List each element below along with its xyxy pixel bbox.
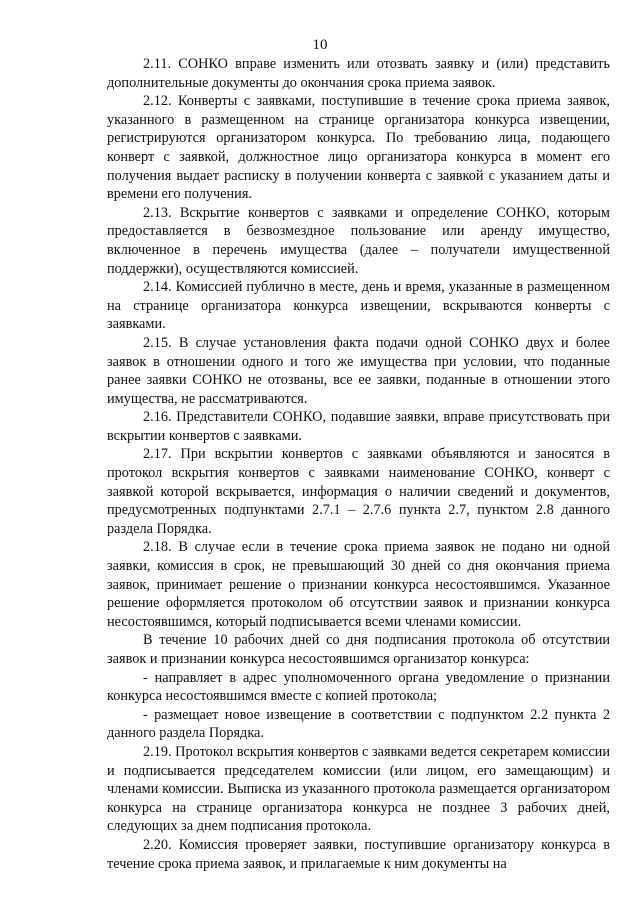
- paragraph-2-18: 2.18. В случае если в течение срока приема заявок не подано ни одной заявки, комиссия в срок, не превышающий 30 дней со дня окончания приема заявок, принимает решение о признании конкурса несостоявшимся. Указанное решение оформляется протоколом об отсутствии заявок и признании конкурса несостоявшимся, который подписывается всеми членами комиссии.: [107, 539, 610, 630]
- list-item-notify: - направляет в адрес уполномоченного органа уведомление о признании конкурса несостоявшимся вместе с копией протокола;: [107, 669, 610, 705]
- paragraph-2-19: 2.19. Протокол вскрытия конвертов с заявками ведется секретарем комиссии и подписывается председателем комиссии (или лицом, его замещающим) и членами комиссии. Выписка из указанного протокола размещается организатором конкурса на странице организатора конкурса не позднее 3 рабочих дней, следующих за днем подписания протокола.: [107, 743, 610, 835]
- paragraph-2-16: 2.16. Представители СОНКО, подавшие заявки, вправе присутствовать при вскрытии конвертов с заявками.: [107, 409, 610, 444]
- list-item-new-notice: - размещает новое извещение в соответствии с подпунктом 2.2 пункта 2 данного раздела Порядка.: [107, 706, 610, 742]
- paragraph-2-13: 2.13. Вскрытие конвертов с заявками и определение СОНКО, которым предоставляется в безвозмездное пользование или аренду имущество, включенное в перечень имущества (далее – получатели имущественной поддержки), осуществляются комиссией.: [107, 204, 610, 277]
- page-number: 10: [312, 37, 328, 53]
- paragraph-2-17: 2.17. При вскрытии конвертов с заявками объявляются и заносятся в протокол вскрытия конвертов с заявками наименование СОНКО, конверт с заявкой которой вскрывается, информация о наличии сведений и документов, предусмотренных подпунктами 2.7.1 – 2.7.6 пункта 2.7, пунктом 2.8 данного раздела Порядка.: [107, 446, 610, 537]
- paragraph-10-days: В течение 10 рабочих дней со дня подписания протокола об отсутствии заявок и признании конкурса несостоявшимся организатор конкурса:: [107, 632, 610, 667]
- paragraph-2-15: 2.15. В случае установления факта подачи одной СОНКО двух и более заявок в отношении одного и того же имущества при условии, что поданные ранее заявки СОНКО не отозваны, все ее заявки, поданные в отношении этого имущества, не рассматриваются.: [107, 334, 610, 407]
- paragraph-2-12: 2.12. Конверты с заявками, поступившие в течение срока приема заявок, указанного в размещенном на странице организатора конкурса извещении, регистрируются организатором конкурса. По требованию лица, подающего конверт с заявкой, должностное лицо организатора конкурса в момент его получения выдает расписку в получении конверта с заявкой с указанием даты и времени его получения.: [107, 93, 610, 203]
- paragraph-2-20: 2.20. Комиссия проверяет заявки, поступившие организатору конкурса в течение срока приема заявок, и прилагаемые к ним документы на: [107, 836, 610, 872]
- paragraph-2-14: 2.14. Комиссией публично в месте, день и время, указанные в размещенном на странице организатора конкурса извещении, вскрываются конверты с заявками.: [107, 279, 610, 333]
- document-body: [107, 55, 610, 873]
- paragraph-2-11: 2.11. СОНКО вправе изменить или отозвать заявку и (или) представить дополнительные документы до окончания срока приема заявок.: [107, 56, 610, 91]
